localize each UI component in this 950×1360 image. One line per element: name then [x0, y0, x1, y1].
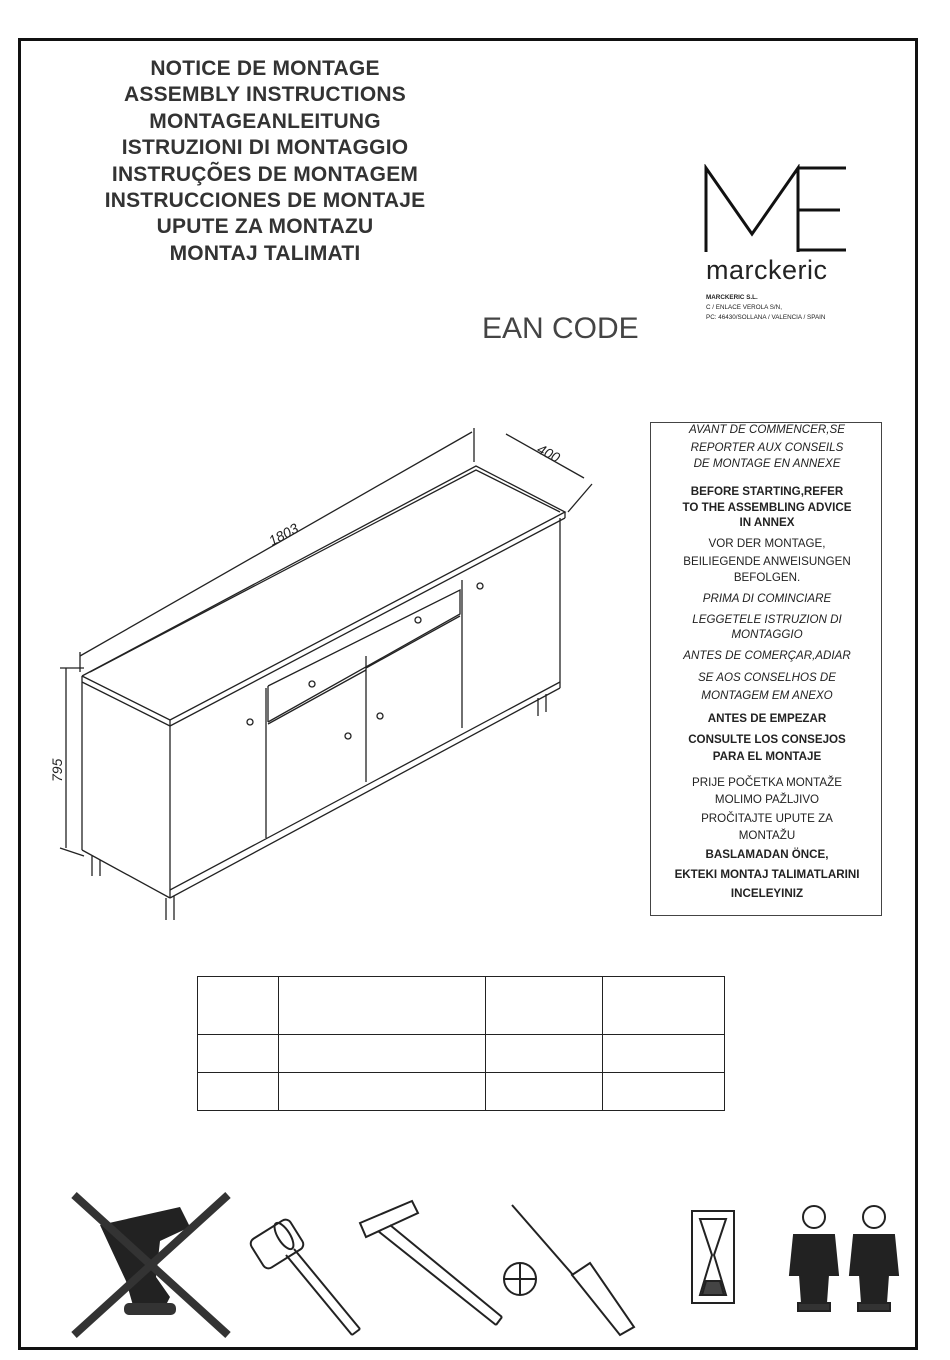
advice-line: MOLIMO PAŽLJIVO — [714, 793, 820, 806]
me-monogram-icon — [702, 164, 852, 256]
advice-line: AVANT DE COMMENCER,SE — [689, 423, 845, 436]
hourglass-icon — [692, 1211, 734, 1303]
table-row — [198, 977, 725, 1035]
top-surface — [82, 466, 565, 720]
advice-line: BEFOLGEN. — [733, 571, 801, 584]
table-cell — [603, 977, 725, 1035]
title-it: ISTRUZIONI DI MONTAGGIO — [121, 136, 409, 160]
title-es: INSTRUCCIONES DE MONTAJE — [104, 189, 426, 213]
dimension-width-label: 1803 — [265, 519, 301, 549]
table-cell — [486, 1073, 603, 1111]
title-pt: INSTRUÇÕES DE MONTAGEM — [111, 162, 419, 186]
table-cell — [486, 1035, 603, 1073]
advice-line: BEILIEGENDE ANWEISUNGEN — [683, 555, 851, 568]
advice-line: PARA EL MONTAJE — [712, 750, 822, 763]
advice-line: IN ANNEX — [739, 516, 795, 529]
advice-line: BEFORE STARTING,REFER — [690, 485, 844, 498]
advice-line: CONSULTE LOS CONSEJOS — [688, 733, 846, 746]
title-block — [60, 56, 470, 267]
table-cell — [279, 1073, 486, 1111]
table-cell — [486, 977, 603, 1035]
advice-line: PRIMA DI COMINCIARE — [702, 592, 832, 605]
title-de: MONTAGEANLEITUNG — [149, 109, 381, 133]
table-cell — [198, 1035, 279, 1073]
table-cell — [603, 1035, 725, 1073]
two-people-icon — [790, 1206, 898, 1311]
advice-line: MONTAGEM EM ANEXO — [701, 689, 833, 702]
advice-line: MONTAGGIO — [731, 628, 803, 641]
hammer-icon — [360, 1201, 502, 1325]
advice-line: TO THE ASSEMBLING ADVICE — [682, 501, 852, 514]
title-hr: UPUTE ZA MONTAZU — [156, 215, 374, 239]
company-name: MARCKERIC S.L. — [706, 294, 758, 301]
drill-icon — [74, 1195, 228, 1335]
advice-line: INCELEYINIZ — [730, 887, 804, 900]
advice-line: REPORTER AUX CONSEILS — [690, 441, 844, 454]
sideboard-drawing — [40, 420, 600, 935]
address-line-1: C / ENLACE VEROLA S/N, — [706, 304, 782, 311]
tools-row — [60, 1185, 920, 1350]
advice-line: PROČITAJTE UPUTE ZA — [701, 812, 833, 825]
title-fr: NOTICE DE MONTAGE — [150, 57, 380, 80]
advice-line: VOR DER MONTAGE, — [708, 537, 826, 550]
dimension-depth-label: 400 — [534, 440, 563, 466]
parts-table — [197, 976, 725, 1111]
advice-line: PRIJE POČETKA MONTAŽE — [692, 776, 842, 789]
advice-line: EKTEKI MONTAJ TALIMATLARINI — [674, 868, 860, 881]
advice-line: DE MONTAGE EN ANNEXE — [693, 457, 841, 470]
table-row — [198, 1035, 725, 1073]
advice-line: SE AOS CONSELHOS DE — [697, 671, 837, 684]
table-cell — [198, 1073, 279, 1111]
phillips-screwdriver-icon — [504, 1205, 634, 1335]
title-en: ASSEMBLY INSTRUCTIONS — [124, 83, 406, 107]
advice-line: BASLAMADAN ÖNCE, — [705, 848, 829, 861]
advice-line: ANTES DE COMERÇAR,ADIAR — [683, 649, 851, 662]
dimension-height-label: 795 — [49, 758, 65, 782]
title-tr: MONTAJ TALIMATI — [169, 241, 361, 265]
table-cell — [603, 1073, 725, 1111]
advice-line: LEGGETELE ISTRUZION DI — [692, 613, 842, 626]
table-cell — [279, 977, 486, 1035]
table-row — [198, 1073, 725, 1111]
advice-line: MONTAŽU — [738, 829, 796, 842]
address-line-2: PC: 46430/SOLLANA / VALENCIA / SPAIN — [706, 314, 826, 321]
table-cell — [198, 977, 279, 1035]
company-address — [706, 293, 825, 323]
advice-line: ANTES DE EMPEZAR — [707, 712, 827, 725]
ean-code-label: EAN CODE — [482, 312, 639, 345]
table-cell — [279, 1035, 486, 1073]
brand-logo — [702, 164, 862, 256]
brand-name: marckeric — [706, 255, 828, 285]
rubber-mallet-icon — [248, 1217, 360, 1335]
assembly-advice-box — [650, 422, 882, 916]
